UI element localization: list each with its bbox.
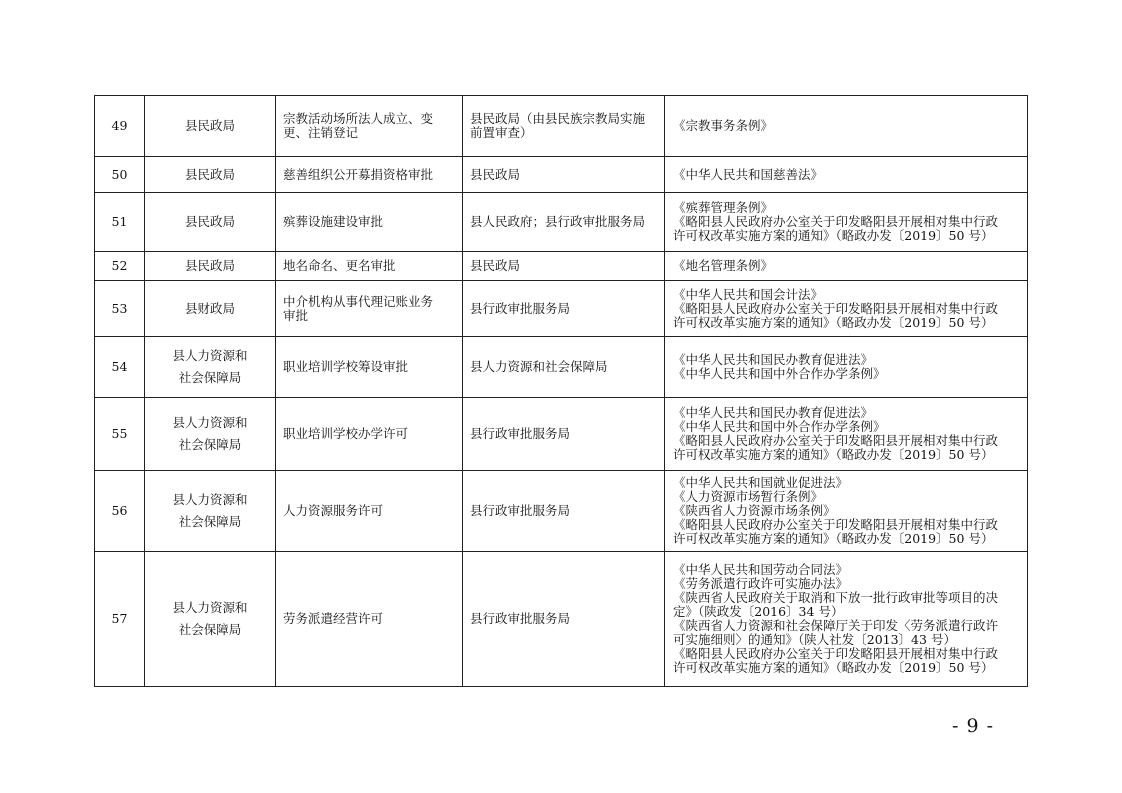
item-name: 地名命名、更名审批 xyxy=(283,258,396,273)
table-row xyxy=(95,471,1028,552)
item-name: 慈善组织公开募捐资格审批 xyxy=(283,166,434,182)
implementing-body-cell xyxy=(463,281,665,337)
legal-basis: 《殡葬管理条例》 xyxy=(673,200,774,215)
implementing-body-cell xyxy=(463,552,665,687)
department-name: 县民政局 xyxy=(184,118,235,133)
row-number-cell xyxy=(95,193,145,252)
row-number-cell xyxy=(95,157,145,193)
row-number: 52 xyxy=(111,258,128,273)
department-name: 县财政局 xyxy=(184,300,235,316)
item-name: 职业培训学校筹设审批 xyxy=(283,359,409,374)
item-name: 审批 xyxy=(283,307,309,323)
row-number-cell xyxy=(95,252,145,281)
legal-basis: 《中华人民共和国劳动合同法》 xyxy=(673,562,849,577)
department-name: 县人力资源和 xyxy=(172,415,248,430)
implementing-body-cell xyxy=(463,96,665,157)
item-name-cell xyxy=(276,337,463,398)
page-number: - 9 - xyxy=(952,715,995,737)
item-name: 更、注销登记 xyxy=(283,125,359,140)
department-cell xyxy=(145,471,276,552)
row-number-cell xyxy=(95,398,145,471)
legal-basis: 《略阳县人民政府办公室关于印发略阳县开展相对集中行政 xyxy=(673,433,999,448)
item-name-cell xyxy=(276,157,463,193)
department-cell xyxy=(145,157,276,193)
table-body xyxy=(95,96,1028,687)
row-number: 55 xyxy=(111,426,128,441)
table-row xyxy=(95,398,1028,471)
implementing-body-cell xyxy=(463,471,665,552)
implementing-body-cell xyxy=(463,157,665,193)
legal-basis: 许可权改革实施方案的通知》（略政办发〔2019〕50 号） xyxy=(673,531,994,546)
legal-basis: 《中华人民共和国中外合作办学条例》 xyxy=(673,419,886,434)
table-row xyxy=(95,252,1028,281)
legal-basis-cell xyxy=(665,337,1028,398)
implementing-body: 县行政审批服务局 xyxy=(470,611,571,626)
item-name: 劳务派遣经营许可 xyxy=(283,611,384,626)
legal-basis-cell xyxy=(665,552,1028,687)
legal-basis-cell xyxy=(665,193,1028,252)
legal-basis-cell xyxy=(665,398,1028,471)
implementing-body: 县行政审批服务局 xyxy=(470,503,571,518)
legal-basis: 《略阳县人民政府办公室关于印发略阳县开展相对集中行政 xyxy=(673,517,999,532)
legal-basis-cell xyxy=(665,471,1028,552)
implementing-body-cell xyxy=(463,337,665,398)
legal-basis-cell xyxy=(665,96,1028,157)
item-name-cell xyxy=(276,281,463,337)
row-number-cell xyxy=(95,552,145,687)
department-name: 县民政局 xyxy=(184,214,235,229)
row-number-cell xyxy=(95,337,145,398)
legal-basis: 许可权改革实施方案的通知》（略政办发〔2019〕50 号） xyxy=(673,660,994,675)
department-name: 社会保障局 xyxy=(178,622,242,637)
department-cell xyxy=(145,252,276,281)
legal-basis: 《陕西省人力资源和社会保障厅关于印发〈劳务派遣行政许 xyxy=(673,618,999,633)
department-cell xyxy=(145,281,276,337)
legal-basis: 《略阳县人民政府办公室关于印发略阳县开展相对集中行政 xyxy=(673,214,999,229)
legal-basis: 《略阳县人民政府办公室关于印发略阳县开展相对集中行政 xyxy=(673,300,999,316)
table-row xyxy=(95,96,1028,157)
row-number: 56 xyxy=(111,503,128,518)
department-name: 县民政局 xyxy=(184,258,235,273)
item-name-cell xyxy=(276,471,463,552)
legal-basis: 《陕西省人力资源市场条例》 xyxy=(673,503,836,518)
department-cell xyxy=(145,96,276,157)
department-name: 县人力资源和 xyxy=(172,348,248,363)
implementing-body: 县民政局（由县民族宗教局实施 xyxy=(470,111,646,126)
department-cell xyxy=(145,193,276,252)
legal-basis: 许可权改革实施方案的通知》（略政办发〔2019〕50 号） xyxy=(673,447,994,462)
legal-basis: 《劳务派遣行政许可实施办法》 xyxy=(673,576,849,591)
legal-basis: 《人力资源市场暂行条例》 xyxy=(673,489,824,504)
row-number-cell xyxy=(95,96,145,157)
department-name: 社会保障局 xyxy=(178,370,242,385)
legal-basis: 《地名管理条例》 xyxy=(673,258,774,273)
implementing-body: 县行政审批服务局 xyxy=(470,426,571,441)
approval-items-table xyxy=(94,95,1028,687)
department-name: 社会保障局 xyxy=(178,514,242,529)
item-name: 职业培训学校办学许可 xyxy=(283,426,409,441)
item-name-cell xyxy=(276,552,463,687)
legal-basis: 《中华人民共和国民办教育促进法》 xyxy=(673,352,874,367)
legal-basis: 《中华人民共和国中外合作办学条例》 xyxy=(673,366,886,381)
row-number: 49 xyxy=(111,118,128,133)
legal-basis-cell xyxy=(665,157,1028,193)
legal-basis: 《中华人民共和国慈善法》 xyxy=(673,166,824,182)
implementing-body: 县人力资源和社会保障局 xyxy=(470,359,608,374)
item-name: 殡葬设施建设审批 xyxy=(283,214,384,229)
legal-basis: 许可权改革实施方案的通知》（略政办发〔2019〕50 号） xyxy=(673,228,994,243)
legal-basis: 《略阳县人民政府办公室关于印发略阳县开展相对集中行政 xyxy=(673,646,999,661)
item-name: 宗教活动场所法人成立、变 xyxy=(283,111,434,126)
table-row xyxy=(95,552,1028,687)
legal-basis: 许可权改革实施方案的通知》（略政办发〔2019〕50 号） xyxy=(673,314,994,330)
legal-basis: 可实施细则〉的通知》（陕人社发〔2013〕43 号） xyxy=(673,632,956,647)
row-number-cell xyxy=(95,471,145,552)
department-cell xyxy=(145,552,276,687)
department-name: 县人力资源和 xyxy=(172,492,248,507)
implementing-body-cell xyxy=(463,398,665,471)
department-name: 社会保障局 xyxy=(178,437,242,452)
item-name-cell xyxy=(276,193,463,252)
legal-basis-cell xyxy=(665,252,1028,281)
row-number: 57 xyxy=(111,611,128,626)
implementing-body: 前置审查） xyxy=(470,125,533,140)
implementing-body: 县人民政府；县行政审批服务局 xyxy=(470,214,646,229)
department-name: 县人力资源和 xyxy=(172,600,248,615)
table-row xyxy=(95,193,1028,252)
legal-basis: 《中华人民共和国会计法》 xyxy=(673,286,824,302)
table-row xyxy=(95,281,1028,337)
legal-basis: 定》（陕政发〔2016〕34 号） xyxy=(673,604,844,619)
row-number-cell xyxy=(95,281,145,337)
department-cell xyxy=(145,337,276,398)
legal-basis: 《中华人民共和国就业促进法》 xyxy=(673,475,849,490)
legal-basis: 《中华人民共和国民办教育促进法》 xyxy=(673,405,874,420)
implementing-body: 县行政审批服务局 xyxy=(470,300,571,316)
implementing-body-cell xyxy=(463,252,665,281)
table-row xyxy=(95,157,1028,193)
row-number: 50 xyxy=(111,166,128,182)
implementing-body: 县民政局 xyxy=(470,258,521,273)
implementing-body: 县民政局 xyxy=(470,166,521,182)
item-name-cell xyxy=(276,96,463,157)
department-name: 县民政局 xyxy=(184,166,235,182)
legal-basis-cell xyxy=(665,281,1028,337)
table-row xyxy=(95,337,1028,398)
item-name-cell xyxy=(276,398,463,471)
implementing-body-cell xyxy=(463,193,665,252)
legal-basis: 《宗教事务条例》 xyxy=(673,118,774,133)
row-number: 53 xyxy=(111,300,128,316)
item-name-cell xyxy=(276,252,463,281)
legal-basis: 《陕西省人民政府关于取消和下放一批行政审批等项目的决 xyxy=(673,590,999,605)
item-name: 人力资源服务许可 xyxy=(283,503,384,518)
item-name: 中介机构从事代理记账业务 xyxy=(283,293,434,309)
row-number: 51 xyxy=(111,214,128,229)
row-number: 54 xyxy=(111,359,128,374)
department-cell xyxy=(145,398,276,471)
